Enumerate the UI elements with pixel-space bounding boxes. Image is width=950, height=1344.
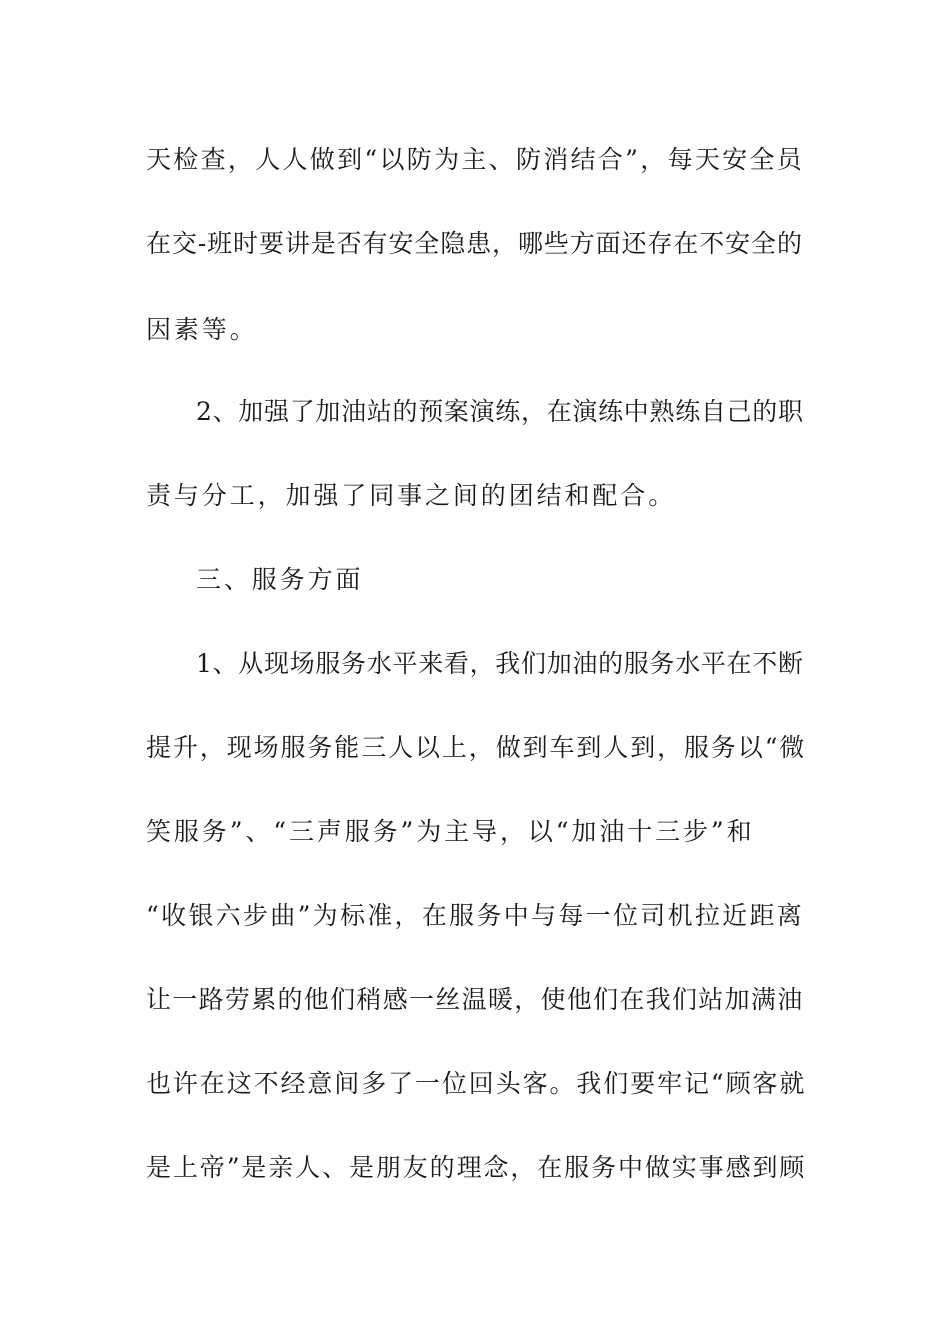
paragraph-2-start: 2、加强了加油站的预案演练，在演练中熟练自己的职 bbox=[196, 397, 804, 426]
text-line: 提升，现场服务能三人以上，做到车到人到，服务以“微 bbox=[146, 733, 807, 762]
text-line: 让一路劳累的他们稍感一丝温暖，使他们在我们站加满油 bbox=[146, 985, 804, 1014]
text-line: 在交-班时要讲是否有安全隐患，哪些方面还存在不安全的 bbox=[146, 229, 803, 258]
paragraph-1-start: 1、从现场服务水平来看，我们加油的服务水平在不断 bbox=[196, 649, 804, 678]
text-line: 是上帝”是亲人、是朋友的理念，在服务中做实事感到顾 bbox=[146, 1153, 807, 1182]
text-line: 因素等。 bbox=[146, 315, 258, 344]
text-line: 责与分工，加强了同事之间的团结和配合。 bbox=[146, 481, 677, 510]
text-line: 天检查，人人做到“以防为主、防消结合”，每天安全员 bbox=[146, 145, 805, 174]
text-line: 笑服务”、“三声服务”为主导，以“加油十三步”和 bbox=[146, 817, 755, 846]
section-heading-service: 三、服务方面 bbox=[196, 565, 364, 594]
text-line: “收银六步曲”为标准，在服务中与每一位司机拉近距离 bbox=[146, 901, 805, 930]
text-line: 也许在这不经意间多了一位回头客。我们要牢记“顾客就 bbox=[146, 1069, 807, 1098]
